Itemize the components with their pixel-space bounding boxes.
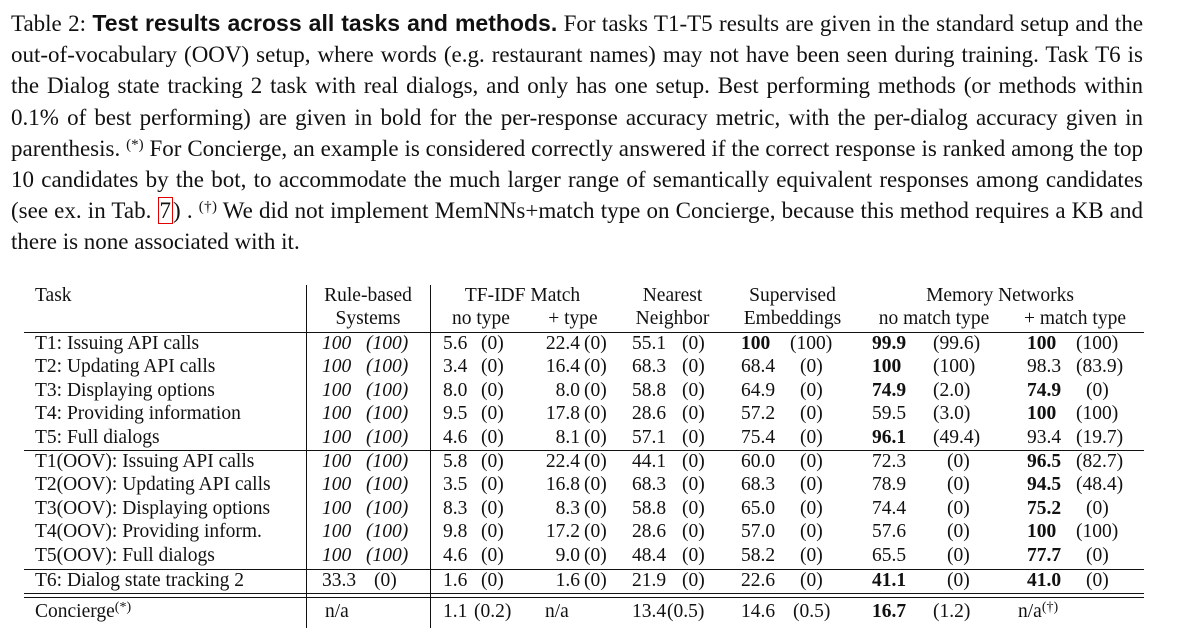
tfidf-no-type-dialog: (0) — [481, 521, 504, 542]
caption-star-mark: (*) — [126, 136, 144, 153]
mem-no-match-dialog: (0) — [947, 521, 970, 542]
rule-based-value: 100 — [322, 427, 352, 448]
supervised-value: 65.0 — [741, 498, 776, 519]
rule-based-dialog: (100) — [366, 356, 409, 377]
header-systems: Systems — [335, 308, 401, 329]
tfidf-plus-type-value: 8.1 — [555, 427, 580, 448]
mem-no-match-value: 72.3 — [872, 451, 907, 472]
tfidf-no-type-value: 5.6 — [443, 333, 468, 354]
supervised-dialog: (0) — [800, 380, 823, 401]
mem-plus-match-value: 100 — [1027, 403, 1057, 424]
header-mem-plus-match: + match type — [1024, 308, 1126, 329]
supervised-dialog: (0) — [800, 356, 823, 377]
concierge-sup-value: 14.6 — [741, 601, 776, 622]
mem-no-match-value: 99.9 — [872, 333, 907, 354]
supervised-value: 57.2 — [741, 403, 776, 424]
tfidf-plus-type-dialog: (0) — [584, 333, 607, 354]
supervised-value: 60.0 — [741, 451, 776, 472]
nearest-neighbor-value: 57.1 — [632, 427, 667, 448]
concierge-mem-no-value: 16.7 — [872, 601, 907, 622]
supervised-dialog: (0) — [800, 403, 823, 424]
supervised-dialog: (0) — [800, 570, 823, 591]
nearest-neighbor-dialog: (0) — [682, 403, 705, 424]
mem-no-match-value: 74.9 — [872, 380, 907, 401]
header-rule-based: Rule-based — [324, 285, 412, 306]
rule-based-value: 100 — [322, 474, 352, 495]
tfidf-plus-type-dialog: (0) — [584, 380, 607, 401]
concierge-nn-value: 13.4 — [632, 601, 667, 622]
table-row-task: T4: Providing information — [35, 403, 241, 424]
nearest-neighbor-dialog: (0) — [682, 570, 705, 591]
tfidf-no-type-value: 5.8 — [443, 451, 468, 472]
caption-body-4: We did not implement MemNNs+match type on Concierge, because this method requires a KB and there is none associated with it. — [11, 198, 1143, 255]
caption-body-1: For tasks T1-T5 results are given in the standard setup and the out-of-vocabulary (OOV) setup, where words (e.g. restaurant names) may not have been seen during training. Task T6 is the Dialog state tracking 2 task with real dialogs, and only has one setup. Best performing methods (or methods within 0.1% of best performing) are given in bold for the per-response accuracy metric, with the per-dialog accuracy given in parenthesis. — [11, 11, 1144, 161]
header-task: Task — [35, 285, 72, 306]
tfidf-plus-type-value: 8.0 — [555, 380, 580, 401]
tfidf-no-type-dialog: (0) — [481, 451, 504, 472]
mem-no-match-value: 96.1 — [872, 427, 907, 448]
nearest-neighbor-value: 55.1 — [632, 333, 667, 354]
table-row-task: T2(OOV): Updating API calls — [35, 474, 271, 495]
mem-no-match-dialog: (0) — [947, 474, 970, 495]
nearest-neighbor-dialog: (0) — [682, 498, 705, 519]
rule-based-value: 100 — [322, 356, 352, 377]
rule-based-dialog: (100) — [366, 474, 409, 495]
nearest-neighbor-value: 58.8 — [632, 380, 667, 401]
concierge-tfidf-no-value: 1.1 — [443, 601, 468, 622]
rule-based-value: 100 — [322, 403, 352, 424]
tfidf-no-type-dialog: (0) — [481, 474, 504, 495]
supervised-dialog: (0) — [800, 498, 823, 519]
concierge-mem-no-dialog: (1.2) — [933, 601, 971, 622]
mem-no-match-dialog: (100) — [933, 356, 976, 377]
rule-based-dialog: (100) — [366, 545, 409, 566]
tfidf-no-type-dialog: (0) — [481, 380, 504, 401]
mem-plus-match-dialog: (100) — [1076, 333, 1119, 354]
supervised-dialog: (0) — [800, 521, 823, 542]
mem-plus-match-dialog: (83.9) — [1076, 356, 1124, 377]
mem-no-match-value: 41.1 — [872, 570, 907, 591]
mem-plus-match-dialog: (0) — [1086, 498, 1109, 519]
mem-plus-match-value: 94.5 — [1027, 474, 1062, 495]
nearest-neighbor-dialog: (0) — [682, 474, 705, 495]
mem-plus-match-value: 96.5 — [1027, 451, 1062, 472]
caption-body-2: For Concierge, an example is considered correctly answered if the correct response is ranked among the top 10 candidates by the bot, to accommodate the much larger range of semantically equivalent responses among candidates (see ex. in Tab. — [11, 135, 1144, 224]
supervised-value: 100 — [741, 333, 771, 354]
tfidf-plus-type-value: 17.8 — [545, 403, 580, 424]
supervised-dialog: (0) — [800, 545, 823, 566]
tfidf-no-type-dialog: (0) — [481, 570, 504, 591]
rule-based-value: 100 — [322, 521, 352, 542]
nearest-neighbor-value: 28.6 — [632, 521, 667, 542]
tfidf-no-type-value: 8.0 — [443, 380, 468, 401]
header-tfidf-plus-type: + type — [548, 308, 598, 329]
nearest-neighbor-value: 68.3 — [632, 356, 667, 377]
header-rule — [24, 332, 1144, 333]
mem-no-match-dialog: (49.4) — [933, 427, 981, 448]
tfidf-no-type-value: 3.4 — [443, 356, 468, 377]
tfidf-plus-type-dialog: (0) — [584, 356, 607, 377]
tfidf-plus-type-value: 22.4 — [545, 451, 580, 472]
mem-plus-match-value: 98.3 — [1027, 356, 1062, 377]
table-row-task: T3(OOV): Displaying options — [35, 498, 271, 519]
table-reference-link[interactable]: 7 — [159, 198, 171, 224]
tfidf-plus-type-dialog: (0) — [584, 570, 607, 591]
supervised-value: 64.9 — [741, 380, 776, 401]
mem-no-match-dialog: (3.0) — [933, 403, 971, 424]
tfidf-plus-type-dialog: (0) — [584, 474, 607, 495]
supervised-value: 57.0 — [741, 521, 776, 542]
tfidf-no-type-dialog: (0) — [481, 403, 504, 424]
caption-label: Table 2: — [11, 11, 87, 36]
nearest-neighbor-value: 28.6 — [632, 403, 667, 424]
mem-plus-match-value: 93.4 — [1027, 427, 1062, 448]
table-row-task: T4(OOV): Providing inform. — [35, 521, 262, 542]
rule-based-value: 100 — [322, 451, 352, 472]
mem-plus-match-dialog: (82.7) — [1076, 451, 1124, 472]
concierge-mem-plus: n/a(†) — [1018, 600, 1059, 622]
mem-no-match-dialog: (99.6) — [933, 333, 981, 354]
tfidf-plus-type-value: 8.3 — [555, 498, 580, 519]
mem-plus-match-value: 74.9 — [1027, 380, 1062, 401]
supervised-value: 68.3 — [741, 474, 776, 495]
tfidf-plus-type-dialog: (0) — [584, 521, 607, 542]
tfidf-no-type-value: 3.5 — [443, 474, 468, 495]
caption-body-3: ) . — [173, 198, 193, 224]
tfidf-no-type-value: 4.6 — [443, 545, 468, 566]
concierge-sup-dialog: (0.5) — [793, 601, 831, 622]
table-row-task: T1(OOV): Issuing API calls — [35, 451, 255, 472]
mem-no-match-value: 74.4 — [872, 498, 907, 519]
column-divider-task — [306, 285, 307, 628]
nearest-neighbor-dialog: (0) — [682, 427, 705, 448]
concierge-tfidf-no-dialog: (0.2) — [474, 601, 512, 622]
rule-based-value: 100 — [322, 498, 352, 519]
column-divider-rule-based — [430, 285, 431, 628]
tfidf-plus-type-value: 22.4 — [545, 333, 580, 354]
nearest-neighbor-value: 44.1 — [632, 451, 667, 472]
tfidf-no-type-value: 1.6 — [443, 570, 468, 591]
mem-no-match-dialog: (0) — [947, 451, 970, 472]
table-row-task: T2: Updating API calls — [35, 356, 216, 377]
tfidf-plus-type-value: 16.4 — [545, 356, 580, 377]
tfidf-no-type-dialog: (0) — [481, 498, 504, 519]
mem-plus-match-value: 75.2 — [1027, 498, 1062, 519]
header-embeddings: Embeddings — [743, 308, 842, 329]
double-rule-top — [24, 593, 1144, 594]
mem-plus-match-dialog: (100) — [1076, 403, 1119, 424]
supervised-dialog: (0) — [800, 451, 823, 472]
nearest-neighbor-dialog: (0) — [682, 521, 705, 542]
caption-title: Test results across all tasks and methods. — [92, 10, 558, 36]
mem-plus-match-dialog: (19.7) — [1076, 427, 1124, 448]
rule-based-dialog: (100) — [366, 451, 409, 472]
double-rule-bottom — [24, 597, 1144, 598]
tfidf-no-type-value: 4.6 — [443, 427, 468, 448]
tfidf-plus-type-dialog: (0) — [584, 498, 607, 519]
tfidf-no-type-dialog: (0) — [481, 333, 504, 354]
mem-no-match-dialog: (0) — [947, 545, 970, 566]
nearest-neighbor-value: 58.8 — [632, 498, 667, 519]
rule-based-value: 100 — [322, 545, 352, 566]
rule-based-dialog: (100) — [366, 498, 409, 519]
mem-plus-match-value: 100 — [1027, 333, 1057, 354]
rule-based-value: 33.3 — [322, 570, 357, 591]
table-row-task: T1: Issuing API calls — [35, 333, 200, 354]
mem-no-match-value: 57.6 — [872, 521, 907, 542]
concierge-tfidf-plus: n/a — [545, 601, 569, 622]
header-neighbor: Neighbor — [635, 308, 710, 329]
tfidf-no-type-value: 9.8 — [443, 521, 468, 542]
mem-plus-match-dialog: (0) — [1086, 570, 1109, 591]
tfidf-plus-type-dialog: (0) — [584, 403, 607, 424]
rule-based-dialog: (0) — [374, 570, 397, 591]
supervised-dialog: (0) — [800, 474, 823, 495]
header-supervised: Supervised — [749, 285, 836, 306]
nearest-neighbor-dialog: (0) — [682, 356, 705, 377]
nearest-neighbor-value: 68.3 — [632, 474, 667, 495]
mem-plus-match-value: 100 — [1027, 521, 1057, 542]
tfidf-plus-type-dialog: (0) — [584, 451, 607, 472]
tfidf-plus-type-value: 17.2 — [545, 521, 580, 542]
concierge-task: Concierge(*) — [35, 600, 132, 622]
supervised-value: 22.6 — [741, 570, 776, 591]
tfidf-no-type-dialog: (0) — [481, 427, 504, 448]
mem-plus-match-value: 41.0 — [1027, 570, 1062, 591]
mem-no-match-value: 65.5 — [872, 545, 907, 566]
mem-plus-match-dialog: (48.4) — [1076, 474, 1124, 495]
mem-no-match-dialog: (0) — [947, 498, 970, 519]
table-row-task: T3: Displaying options — [35, 380, 215, 401]
rule-based-value: 100 — [322, 380, 352, 401]
mem-plus-match-dialog: (0) — [1086, 545, 1109, 566]
mem-plus-match-value: 77.7 — [1027, 545, 1062, 566]
nearest-neighbor-dialog: (0) — [682, 380, 705, 401]
mem-no-match-value: 78.9 — [872, 474, 907, 495]
tfidf-no-type-dialog: (0) — [481, 356, 504, 377]
concierge-rule-based: n/a — [325, 601, 349, 622]
group-rule-2 — [24, 569, 1144, 570]
mem-no-match-dialog: (0) — [947, 570, 970, 591]
nearest-neighbor-dialog: (0) — [682, 333, 705, 354]
tfidf-plus-type-value: 9.0 — [555, 545, 580, 566]
concierge-star-mark: (*) — [114, 600, 132, 615]
supervised-dialog: (100) — [790, 333, 833, 354]
table-row-task: T5: Full dialogs — [35, 427, 160, 448]
tfidf-no-type-dialog: (0) — [481, 545, 504, 566]
table-row-task: T6: Dialog state tracking 2 — [35, 570, 245, 591]
supervised-value: 75.4 — [741, 427, 776, 448]
nearest-neighbor-value: 48.4 — [632, 545, 667, 566]
tfidf-no-type-value: 9.5 — [443, 403, 468, 424]
rule-based-dialog: (100) — [366, 333, 409, 354]
rule-based-dialog: (100) — [366, 403, 409, 424]
mem-plus-match-dialog: (0) — [1086, 380, 1109, 401]
concierge-dagger-mark: (†) — [1041, 600, 1059, 615]
group-rule-1 — [24, 450, 1144, 451]
supervised-dialog: (0) — [800, 427, 823, 448]
tfidf-no-type-value: 8.3 — [443, 498, 468, 519]
header-nearest: Nearest — [642, 285, 703, 306]
concierge-nn-dialog: (0.5) — [667, 601, 705, 622]
mem-no-match-dialog: (2.0) — [933, 380, 971, 401]
nearest-neighbor-value: 21.9 — [632, 570, 667, 591]
rule-based-dialog: (100) — [366, 521, 409, 542]
nearest-neighbor-dialog: (0) — [682, 451, 705, 472]
mem-no-match-value: 100 — [872, 356, 902, 377]
rule-based-dialog: (100) — [366, 427, 409, 448]
caption-dagger-mark: (†) — [198, 199, 218, 216]
header-mem-no-match: no match type — [878, 308, 990, 329]
nearest-neighbor-dialog: (0) — [682, 545, 705, 566]
rule-based-dialog: (100) — [366, 380, 409, 401]
header-tfidf-no-type: no type — [452, 308, 510, 329]
header-memory-networks: Memory Networks — [926, 285, 1074, 306]
mem-plus-match-dialog: (100) — [1076, 521, 1119, 542]
supervised-value: 58.2 — [741, 545, 776, 566]
tfidf-plus-type-value: 1.6 — [555, 570, 580, 591]
tfidf-plus-type-dialog: (0) — [584, 427, 607, 448]
mem-no-match-value: 59.5 — [872, 403, 907, 424]
supervised-value: 68.4 — [741, 356, 776, 377]
tfidf-plus-type-value: 16.8 — [545, 474, 580, 495]
tfidf-plus-type-dialog: (0) — [584, 545, 607, 566]
rule-based-value: 100 — [322, 333, 352, 354]
table-row-task: T5(OOV): Full dialogs — [35, 545, 215, 566]
header-tfidf: TF-IDF Match — [464, 285, 581, 306]
